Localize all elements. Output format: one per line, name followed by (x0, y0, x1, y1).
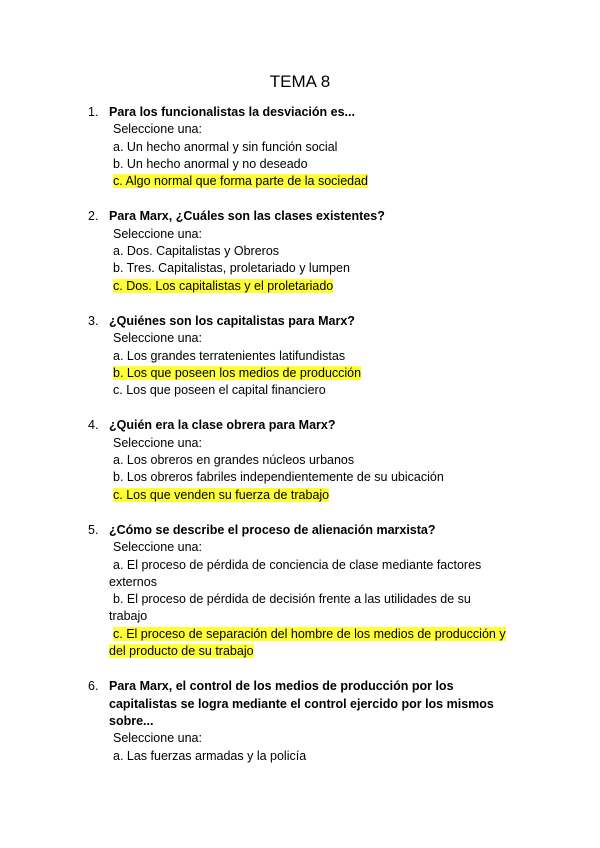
question-4 (88, 417, 528, 503)
option-c (109, 278, 528, 295)
highlighted-answer: b. Los que poseen los medios de producción (113, 365, 362, 380)
question-number: 3. (88, 313, 99, 328)
question-number: 6. (88, 679, 99, 694)
option-a (109, 557, 528, 592)
option-b (109, 365, 528, 382)
question-6 (88, 678, 528, 764)
option-text: c. Los que poseen el capital financiero (113, 383, 326, 398)
option-a (109, 452, 528, 469)
highlighted-answer: c. Algo normal que forma parte de la sociedad (113, 174, 369, 189)
question-text: ¿Quiénes son los capitalistas para Marx? (109, 313, 355, 328)
question-text: ¿Quién era la clase obrera para Marx? (109, 418, 336, 433)
question-number: 2. (88, 209, 99, 224)
option-text: a. Dos. Capitalistas y Obreros (113, 244, 280, 259)
option-b (109, 260, 528, 277)
option-line: b. El proceso de pérdida de decisión frente a las utilidades de su (113, 592, 471, 607)
select-prompt: Seleccione una: (113, 226, 202, 241)
select-prompt: Seleccione una: (113, 122, 202, 137)
option-text: a. Los obreros en grandes núcleos urbanos (113, 453, 355, 468)
question-text: Para los funcionalistas la desviación es... (109, 105, 355, 119)
option-b (109, 156, 528, 173)
select-prompt: Seleccione una: (113, 731, 202, 746)
highlighted-answer: c. Los que venden su fuerza de trabajo (113, 487, 330, 502)
question-number: 4. (88, 418, 99, 433)
option-a (109, 748, 528, 765)
option-b (109, 469, 528, 486)
option-text: b. Un hecho anormal y no deseado (113, 156, 308, 171)
question-1 (88, 104, 528, 190)
question-text-line: Para Marx, el control de los medios de producción por los (109, 679, 454, 694)
option-text: a. Los grandes terratenientes latifundistas (113, 348, 346, 363)
question-text: ¿Cómo se describe el proceso de alienación marxista? (109, 522, 436, 537)
option-a (109, 348, 528, 365)
question-2 (88, 208, 528, 294)
select-prompt: Seleccione una: (113, 331, 202, 346)
option-line: externos (109, 574, 157, 589)
highlighted-answer: del producto de su trabajo (109, 644, 254, 659)
question-number: 5. (88, 522, 99, 537)
select-prompt: Seleccione una: (113, 540, 202, 555)
question-number: 1. (88, 105, 99, 119)
question-text-line: capitalistas se logra mediante el control ejercido por los mismos (109, 696, 494, 711)
option-line: trabajo (109, 609, 148, 624)
option-c (109, 626, 528, 661)
option-text: a. Las fuerzas armadas y la policía (113, 748, 307, 763)
question-text: Para Marx, ¿Cuáles son las clases existentes? (109, 209, 385, 224)
option-text: b. Los obreros fabriles independientemente de su ubicación (113, 470, 444, 485)
option-text: a. Un hecho anormal y sin función social (113, 139, 338, 154)
page-title: TEMA 8 (269, 72, 331, 91)
question-3 (88, 313, 528, 399)
highlighted-answer: c. El proceso de separación del hombre de los medios de producción y (113, 626, 506, 641)
question-list (88, 104, 528, 783)
option-c (109, 173, 528, 190)
option-line: a. El proceso de pérdida de conciencia de clase mediante factores (113, 557, 482, 572)
question-text-line: sobre... (109, 713, 154, 728)
option-b (109, 591, 528, 626)
question-5 (88, 522, 528, 660)
option-text: b. Tres. Capitalistas, proletariado y lumpen (113, 261, 350, 276)
option-a (109, 243, 528, 260)
highlighted-answer: c. Dos. Los capitalistas y el proletariado (113, 278, 334, 293)
select-prompt: Seleccione una: (113, 435, 202, 450)
option-a (109, 139, 528, 156)
option-c (109, 382, 528, 399)
option-c (109, 487, 528, 504)
